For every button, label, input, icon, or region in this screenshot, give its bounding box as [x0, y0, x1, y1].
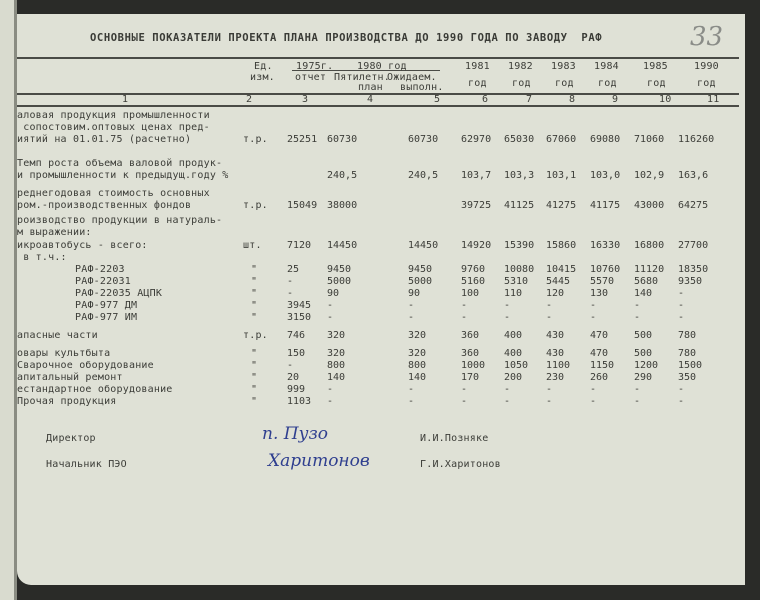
table-cell: 240,5 [327, 170, 358, 181]
col-number-10: 10 [659, 94, 672, 105]
table-cell: 320 [408, 330, 427, 341]
table-cell: - [461, 396, 468, 407]
table-cell: 163,6 [678, 170, 709, 181]
table-cell: 100 [461, 288, 480, 299]
table-cell: 60730 [327, 134, 358, 145]
table-cell: 1200 [634, 360, 659, 371]
signature-role-peo: Начальник ПЭО [46, 459, 127, 470]
table-cell: 103,0 [590, 170, 621, 181]
row-label: РАФ-977 ДМ [75, 300, 138, 311]
table-cell: 103,3 [504, 170, 535, 181]
scanner-left-margin [0, 0, 14, 600]
table-cell: - [408, 312, 415, 323]
table-cell: 5680 [634, 276, 659, 287]
table-cell: 18350 [678, 264, 709, 275]
table-cell: 5000 [408, 276, 433, 287]
table-cell: 5000 [327, 276, 352, 287]
table-cell: - [408, 300, 415, 311]
table-cell: - [678, 396, 685, 407]
table-cell: 5310 [504, 276, 529, 287]
header-unit-1: Ед. [254, 61, 273, 72]
header-1980: 1980 год [357, 61, 407, 72]
table-cell: 500 [634, 348, 653, 359]
col-number-1: 1 [122, 94, 129, 105]
header-year-1982: 1982 [508, 61, 533, 72]
signature-name-director: И.И.Позняке [420, 433, 489, 444]
row-unit: " [251, 312, 258, 323]
row-label: Темп роста объема валовой продук- [17, 158, 223, 169]
row-label: аловая продукция промышленности [17, 110, 210, 121]
table-cell: 60730 [408, 134, 439, 145]
table-cell: 27700 [678, 240, 709, 251]
row-label: РАФ-22031 [75, 276, 131, 287]
header-year-1990: 1990 [694, 61, 719, 72]
table-cell: - [461, 384, 468, 395]
table-cell: - [634, 396, 641, 407]
table-cell: - [590, 396, 597, 407]
table-cell: 400 [504, 348, 523, 359]
header-1975-2: отчет [295, 72, 327, 83]
table-cell: - [634, 384, 641, 395]
table-cell: - [287, 360, 294, 371]
row-unit: т.р. [243, 134, 268, 145]
signature-name-peo: Г.И.Харитонов [420, 459, 501, 470]
header-top-rule [17, 57, 739, 59]
table-cell: 110 [504, 288, 523, 299]
header-god-1983: год [555, 78, 574, 89]
table-cell: 38000 [327, 200, 358, 211]
table-cell: 780 [678, 348, 697, 359]
table-cell: 90 [327, 288, 340, 299]
table-cell: - [461, 312, 468, 323]
table-cell: 43000 [634, 200, 665, 211]
row-unit: " [251, 360, 258, 371]
table-cell: 1500 [678, 360, 703, 371]
signature-role-director: Директор [46, 433, 96, 444]
header-year-1985: 1985 [643, 61, 668, 72]
table-cell: 500 [634, 330, 653, 341]
col-number-6: 6 [482, 94, 489, 105]
header-year-1984: 1984 [594, 61, 619, 72]
table-cell: - [327, 396, 334, 407]
table-cell: 102,9 [634, 170, 665, 181]
table-cell: - [678, 300, 685, 311]
table-cell: 120 [546, 288, 565, 299]
header-1980-plan-2: план [358, 82, 383, 93]
table-cell: 1100 [546, 360, 571, 371]
table-cell: 67060 [546, 134, 577, 145]
table-cell: 320 [408, 348, 427, 359]
table-cell: 65030 [504, 134, 535, 145]
row-label: в т.ч.: [17, 252, 67, 263]
table-cell: 470 [590, 348, 609, 359]
row-label: икроавтобусь - всего: [17, 240, 148, 251]
table-cell: 15390 [504, 240, 535, 251]
row-label: РАФ-22035 АЦПК [75, 288, 163, 299]
table-cell: 140 [634, 288, 653, 299]
header-god-1982: год [512, 78, 531, 89]
header-god-1981: год [468, 78, 487, 89]
table-cell: 20 [287, 372, 300, 383]
table-cell: 14450 [327, 240, 358, 251]
table-cell: 3150 [287, 312, 312, 323]
table-cell: 5160 [461, 276, 486, 287]
row-unit: т.р. [243, 330, 268, 341]
table-cell: 140 [408, 372, 427, 383]
col-number-8: 8 [569, 94, 576, 105]
row-label: апитальный ремонт [17, 372, 123, 383]
col-number-9: 9 [612, 94, 619, 105]
table-cell: 140 [327, 372, 346, 383]
header-god-1985: год [647, 78, 666, 89]
table-cell: 746 [287, 330, 306, 341]
director-signature: п. Пузо [262, 424, 328, 444]
table-cell: 15860 [546, 240, 577, 251]
table-cell: - [504, 312, 511, 323]
table-cell: 5445 [546, 276, 571, 287]
table-cell: 10415 [546, 264, 577, 275]
row-label: сопостовим.оптовых ценах пред- [17, 122, 210, 133]
row-label: иятий на 01.01.75 (расчетно) [17, 134, 192, 145]
table-cell: - [546, 384, 553, 395]
header-year-1981: 1981 [465, 61, 490, 72]
col-number-11: 11 [707, 94, 720, 105]
table-cell: - [678, 288, 685, 299]
header-1980-exp-1: Ожидаем. [387, 72, 437, 83]
row-label: овары культбыта [17, 348, 111, 359]
table-cell: 9350 [678, 276, 703, 287]
row-label: Прочая продукция [17, 396, 117, 407]
table-cell: 11120 [634, 264, 665, 275]
table-cell: - [590, 312, 597, 323]
table-cell: 69080 [590, 134, 621, 145]
table-cell: - [327, 300, 334, 311]
table-cell: - [546, 312, 553, 323]
table-cell: 320 [327, 330, 346, 341]
table-cell: 430 [546, 330, 565, 341]
row-unit: " [251, 264, 258, 275]
table-cell: 800 [408, 360, 427, 371]
table-cell: - [590, 384, 597, 395]
table-cell: 350 [678, 372, 697, 383]
col-number-7: 7 [526, 94, 533, 105]
table-cell: 150 [287, 348, 306, 359]
table-cell: 15049 [287, 200, 318, 211]
page-number: 33 [690, 22, 724, 52]
table-cell: 41175 [590, 200, 621, 211]
table-cell: 240,5 [408, 170, 439, 181]
table-cell: - [504, 396, 511, 407]
table-cell: 430 [546, 348, 565, 359]
table-cell: 90 [408, 288, 421, 299]
table-cell: 10080 [504, 264, 535, 275]
row-label: естандартное оборудование [17, 384, 173, 395]
table-cell: - [634, 312, 641, 323]
row-label: РАФ-977 ИМ [75, 312, 138, 323]
table-cell: 360 [461, 348, 480, 359]
table-cell: 10760 [590, 264, 621, 275]
table-cell: 103,1 [546, 170, 577, 181]
table-cell: 170 [461, 372, 480, 383]
table-cell: 41125 [504, 200, 535, 211]
table-cell: 39725 [461, 200, 492, 211]
row-unit: " [251, 384, 258, 395]
table-cell: 130 [590, 288, 609, 299]
header-bottom-rule [17, 105, 739, 107]
table-cell: - [634, 300, 641, 311]
table-cell: - [287, 276, 294, 287]
row-unit: шт. [243, 240, 262, 251]
table-cell: 200 [504, 372, 523, 383]
table-cell: 1000 [461, 360, 486, 371]
header-unit-2: изм. [250, 72, 275, 83]
row-unit: " [251, 396, 258, 407]
row-label: реднегодовая стоимость основных [17, 188, 210, 199]
table-cell: 14920 [461, 240, 492, 251]
table-cell: 260 [590, 372, 609, 383]
table-cell: 16800 [634, 240, 665, 251]
row-unit: " [251, 276, 258, 287]
table-cell: 9760 [461, 264, 486, 275]
header-god-1990: год [697, 78, 716, 89]
header-1980-exp-2: выполн. [400, 82, 444, 93]
table-cell: 400 [504, 330, 523, 341]
row-unit: " [251, 348, 258, 359]
table-cell: 3945 [287, 300, 312, 311]
table-cell: - [504, 300, 511, 311]
table-cell: - [408, 384, 415, 395]
table-cell: - [590, 300, 597, 311]
table-cell: 116260 [678, 134, 715, 145]
table-cell: 290 [634, 372, 653, 383]
row-unit: " [251, 300, 258, 311]
table-cell: 1050 [504, 360, 529, 371]
table-cell: 71060 [634, 134, 665, 145]
table-cell: 25251 [287, 134, 318, 145]
row-label: Сварочное оборудование [17, 360, 154, 371]
row-label: м выражении: [17, 227, 92, 238]
header-year-1983: 1983 [551, 61, 576, 72]
table-cell: 62970 [461, 134, 492, 145]
table-cell: 25 [287, 264, 300, 275]
table-cell: 41275 [546, 200, 577, 211]
table-cell: 7120 [287, 240, 312, 251]
col-number-4: 4 [367, 94, 374, 105]
row-label: и промышленности к предыдущ.году % [17, 170, 229, 181]
table-cell: 780 [678, 330, 697, 341]
row-label: ром.-производственных фондов [17, 200, 192, 211]
row-label: РАФ-2203 [75, 264, 125, 275]
table-cell: - [287, 288, 294, 299]
table-cell: 14450 [408, 240, 439, 251]
row-unit: т.р. [243, 200, 268, 211]
table-cell: 999 [287, 384, 306, 395]
row-label: роизводство продукции в натураль- [17, 215, 223, 226]
table-cell: 1103 [287, 396, 312, 407]
header-god-1984: год [598, 78, 617, 89]
table-cell: 230 [546, 372, 565, 383]
row-unit: " [251, 372, 258, 383]
row-label: апасные части [17, 330, 98, 341]
col-number-5: 5 [434, 94, 441, 105]
table-cell: 1150 [590, 360, 615, 371]
table-cell: - [461, 300, 468, 311]
table-cell: 103,7 [461, 170, 492, 181]
table-cell: - [504, 384, 511, 395]
table-cell: - [678, 312, 685, 323]
table-cell: - [408, 396, 415, 407]
col-number-2: 2 [246, 94, 253, 105]
table-cell: 360 [461, 330, 480, 341]
header-1980-plan-1: Пятилетн. [334, 72, 390, 83]
peo-signature: Харитонов [268, 451, 370, 471]
document-title: ОСНОВНЫЕ ПОКАЗАТЕЛИ ПРОЕКТА ПЛАНА ПРОИЗВОДСТВА ДО 1990 ГОДА ПО ЗАВОДУ РАФ [90, 32, 603, 44]
table-cell: 320 [327, 348, 346, 359]
table-cell: 9450 [327, 264, 352, 275]
table-cell: - [678, 384, 685, 395]
table-cell: - [546, 300, 553, 311]
table-cell: 64275 [678, 200, 709, 211]
table-cell: - [327, 312, 334, 323]
row-unit: " [251, 288, 258, 299]
table-cell: 5570 [590, 276, 615, 287]
table-cell: 9450 [408, 264, 433, 275]
col-number-3: 3 [302, 94, 309, 105]
table-cell: - [546, 396, 553, 407]
table-cell: 470 [590, 330, 609, 341]
table-cell: 16330 [590, 240, 621, 251]
table-cell: 800 [327, 360, 346, 371]
header-1975-1: 1975г. [296, 61, 334, 72]
table-cell: - [327, 384, 334, 395]
